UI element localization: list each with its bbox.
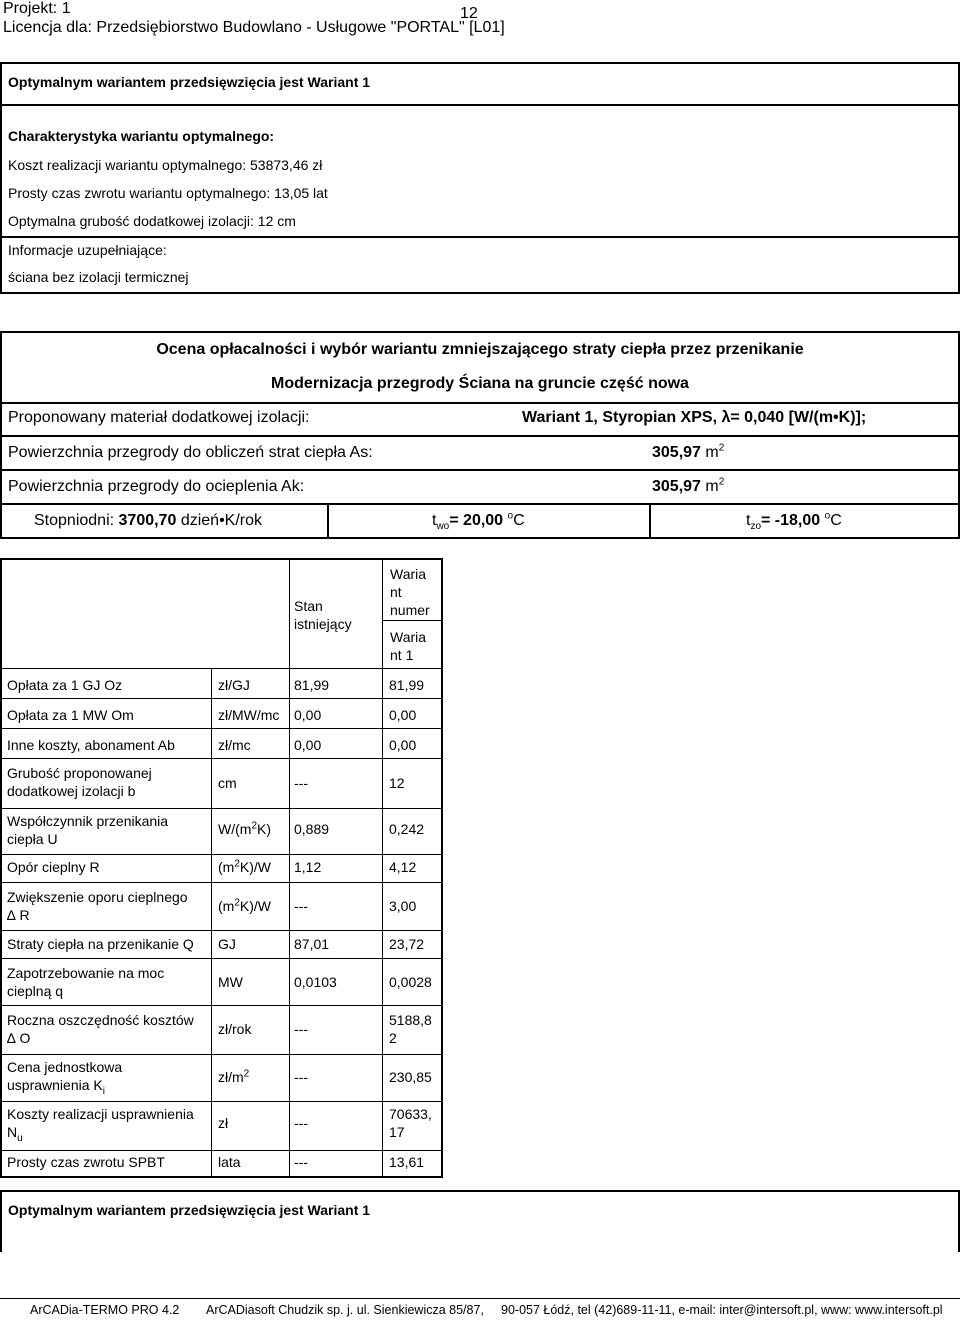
row-variant1: 81,99 bbox=[389, 677, 425, 693]
material-value: Wariant 1, Styropian XPS, λ= 0,040 [W/(m•K)]; bbox=[522, 409, 867, 426]
row-unit: zł/MW/mc bbox=[218, 707, 280, 723]
row-existing: 0,0103 bbox=[294, 974, 337, 990]
row-variant1: 3,00 bbox=[389, 898, 417, 914]
row-label: Opór cieplny R bbox=[7, 859, 100, 875]
row-unit: zł/rok bbox=[218, 1021, 252, 1037]
row-existing: 0,889 bbox=[294, 821, 330, 837]
area-ak-value: 305,97 $m^2$ bbox=[652, 476, 725, 495]
col-header-variant-1: Waria nt 1 bbox=[390, 629, 427, 663]
row-unit: zł/GJ bbox=[218, 677, 250, 693]
row-variant1: 0,00 bbox=[389, 737, 417, 753]
row-variant1: 0,00 bbox=[389, 707, 417, 723]
degree-days: Stopniodni: 3700,70 dzień•K/rok bbox=[34, 512, 263, 529]
variant-table bbox=[0, 558, 443, 1178]
row-label: Zapotrzebowanie na moc cieplną q bbox=[7, 965, 165, 999]
row-label: Współczynnik przenikania ciepła U bbox=[7, 813, 169, 847]
row-label: Roczna oszczędność kosztów ∆ O bbox=[7, 1012, 194, 1046]
row-label: Opłata za 1 GJ Oz bbox=[7, 677, 123, 693]
row-existing: --- bbox=[294, 898, 308, 914]
row-unit: zł/mc bbox=[218, 737, 251, 753]
bottom-box bbox=[0, 1190, 960, 1252]
optimal-variant-text: Optymalnym wariantem przedsięwzięcia jest Wariant 1 bbox=[8, 74, 371, 90]
row-label: Grubość proponowanej dodatkowej izolacji b bbox=[7, 765, 152, 799]
external-temperature: $t_{zo}= -18,00$ $^o$C bbox=[746, 510, 842, 533]
row-unit: $W/(m^2K)$ bbox=[218, 820, 271, 837]
row-variant1: 0,0028 bbox=[389, 974, 432, 990]
cost-text: Koszt realizacji wariantu optymalnego: 53873,46 zł bbox=[8, 157, 323, 173]
row-variant1: 13,61 bbox=[389, 1154, 425, 1170]
internal-temperature: $t_{wo}= 20,00$ $^o$C bbox=[432, 510, 525, 533]
row-variant1: 4,12 bbox=[389, 859, 417, 875]
project-label: Projekt: 1 bbox=[3, 0, 71, 17]
area-as-value: 305,97 $m^2$ bbox=[652, 442, 725, 461]
row-label: Inne koszty, abonament Ab bbox=[7, 737, 175, 753]
row-unit: lata bbox=[218, 1154, 241, 1170]
row-variant1: 0,242 bbox=[389, 821, 425, 837]
row-label: Cena jednostkowa usprawnienia $K_i$ bbox=[7, 1059, 123, 1097]
row-label: Koszty realizacji usprawnienia $N_u$ bbox=[7, 1106, 194, 1144]
row-existing: --- bbox=[294, 1069, 308, 1085]
row-unit: $(m^2K)/W$ bbox=[218, 858, 271, 875]
row-label: Prosty czas zwrotu SPBT bbox=[7, 1154, 165, 1170]
bottom-optimal-text: Optymalnym wariantem przedsięwzięcia jest Wariant 1 bbox=[8, 1202, 371, 1218]
assessment-box bbox=[0, 331, 960, 539]
row-variant1: 5188,8 2 bbox=[389, 1012, 432, 1046]
footer-app: ArCADia-TERMO PRO 4.2 bbox=[30, 1303, 180, 1317]
row-existing: --- bbox=[294, 775, 308, 791]
summary-box bbox=[0, 62, 960, 294]
payback-text: Prosty czas zwrotu wariantu optymalnego: 13,05 lat bbox=[8, 185, 328, 201]
row-existing: 0,00 bbox=[294, 707, 322, 723]
row-existing: 0,00 bbox=[294, 737, 322, 753]
row-unit: GJ bbox=[218, 936, 236, 952]
row-label: Straty ciepła na przenikanie Q bbox=[7, 936, 194, 952]
area-ak-label: Powierzchnia przegrody do ocieplenia Ak: bbox=[8, 478, 305, 495]
row-label: Opłata za 1 MW Om bbox=[7, 707, 134, 723]
row-existing: --- bbox=[294, 1115, 308, 1131]
info-title: Informacje uzupełniające: bbox=[8, 242, 167, 258]
row-variant1: 70633, 17 bbox=[389, 1106, 432, 1140]
row-unit: MW bbox=[218, 974, 243, 990]
area-as-label: Powierzchnia przegrody do obliczeń strat ciepła As: bbox=[8, 444, 373, 461]
row-existing: --- bbox=[294, 1154, 308, 1170]
row-variant1: 12 bbox=[389, 775, 405, 791]
row-existing: 87,01 bbox=[294, 936, 330, 952]
footer-divider bbox=[0, 1298, 960, 1299]
col-header-existing: Stan istniejący bbox=[294, 598, 352, 632]
footer-company: ArCADiasoft Chudzik sp. j. ul. Sienkiewicza 85/87, bbox=[206, 1303, 484, 1317]
row-variant1: 23,72 bbox=[389, 936, 425, 952]
info-text: ściana bez izolacji termicznej bbox=[8, 269, 189, 285]
row-unit: cm bbox=[218, 775, 237, 791]
material-label: Proponowany materiał dodatkowej izolacji: bbox=[8, 409, 310, 426]
row-existing: --- bbox=[294, 1021, 308, 1037]
row-unit: $(m^2K)/W$ bbox=[218, 897, 271, 914]
characteristics-title: Charakterystyka wariantu optymalnego: bbox=[8, 128, 275, 144]
row-unit: zł bbox=[218, 1115, 229, 1131]
thickness-text: Optymalna grubość dodatkowej izolacji: 12 cm bbox=[8, 213, 296, 229]
assessment-title: Ocena opłacalności i wybór wariantu zmniejszającego straty ciepła przez przenikanie bbox=[156, 341, 804, 358]
row-existing: 81,99 bbox=[294, 677, 330, 693]
assessment-subtitle: Modernizacja przegrody Ściana na gruncie część nowa bbox=[271, 375, 689, 392]
row-label: Zwiększenie oporu cieplnego ∆ R bbox=[7, 889, 188, 923]
footer-address: 90-057 Łódź, tel (42)689-11-11, e-mail: inter@intersoft.pl, www: www.intersoft.pl bbox=[501, 1303, 943, 1317]
row-unit: $zł/m^2$ bbox=[218, 1068, 250, 1085]
row-variant1: 230,85 bbox=[389, 1069, 432, 1085]
page-number: 12 bbox=[460, 5, 478, 22]
row-existing: 1,12 bbox=[294, 859, 322, 875]
license-label: Licencja dla: Przedsiębiorstwo Budowlano - Usługowe "PORTAL" [L01] bbox=[3, 19, 505, 36]
col-header-variant-number: Waria nt numer bbox=[390, 566, 430, 618]
